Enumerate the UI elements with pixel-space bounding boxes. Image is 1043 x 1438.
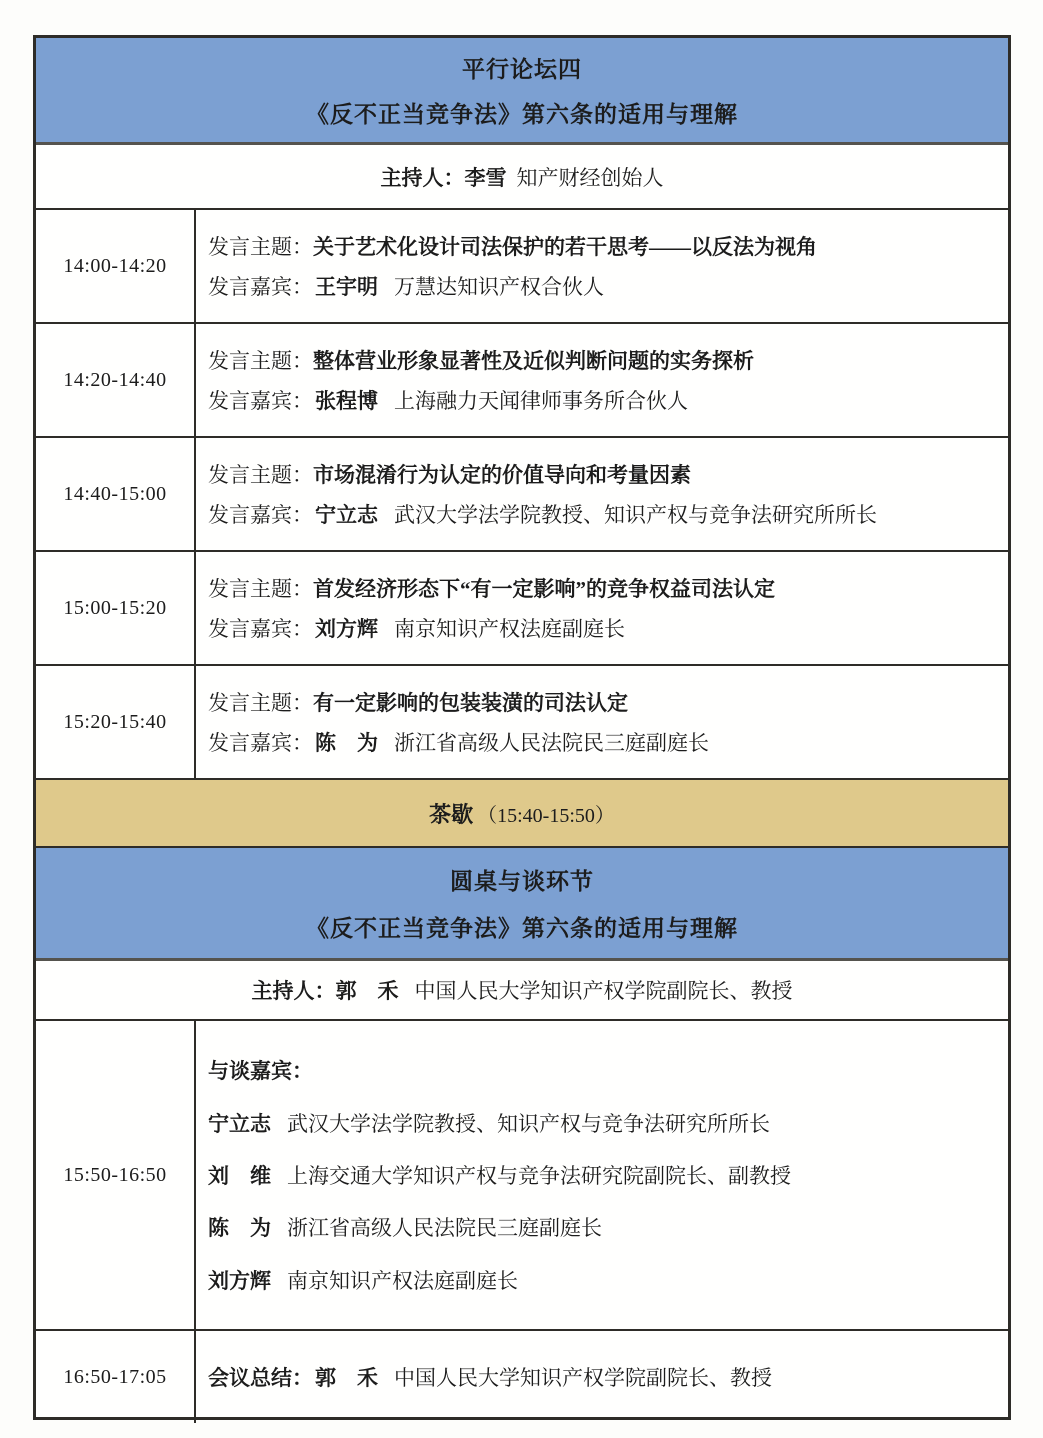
forum-moderator-row: [36, 145, 1008, 210]
forum-header: [36, 38, 1008, 145]
session-time: 14:40-15:00: [36, 438, 196, 550]
session-topic-line: [208, 687, 998, 717]
moderator-name: 郭 禾: [335, 979, 399, 1003]
closing-line: [208, 1362, 998, 1392]
session-time: 14:00-14:20: [36, 210, 196, 322]
moderator-name: 李雪: [464, 165, 507, 190]
speaker-label: 发言嘉宾：: [208, 616, 313, 641]
panelist-affiliation: 浙江省高级人民法院民三庭副庭长: [287, 1216, 602, 1241]
panel-label: 与谈嘉宾：: [208, 1059, 313, 1084]
panelist-affiliation: 南京知识产权法庭副庭长: [287, 1268, 518, 1293]
roundtable-subtitle: 《反不正当竞争法》第六条的适用与理解: [306, 916, 738, 942]
forum-title: 平行论坛四: [462, 56, 582, 82]
closing-row: [36, 1331, 1008, 1423]
panelist-name: 刘 维: [208, 1163, 271, 1188]
speaker-name: 刘方辉: [315, 616, 378, 641]
speaker-name: 张程博: [315, 388, 378, 413]
session-content: [196, 210, 1008, 322]
session-content: [196, 324, 1008, 436]
moderator-label: 主持人：: [380, 165, 465, 190]
topic-text: 整体营业形象显著性及近似判断问题的实务探析: [313, 349, 754, 374]
moderator-label: 主持人：: [251, 979, 336, 1003]
speaker-affiliation: 武汉大学法学院教授、知识产权与竞争法研究所所长: [394, 502, 877, 527]
topic-label: 发言主题：: [208, 691, 313, 716]
topic-label: 发言主题：: [208, 463, 313, 488]
tea-break-time: （15:40-15:50）: [477, 804, 615, 827]
speaker-label: 发言嘉宾：: [208, 730, 313, 755]
closing-time: 16:50-17:05: [36, 1331, 196, 1423]
forum-subtitle: 《反不正当竞争法》第六条的适用与理解: [306, 102, 738, 128]
session-time: 15:00-15:20: [36, 552, 196, 664]
session-row: [36, 438, 1008, 552]
session-topic-line: [208, 573, 998, 603]
session-row: [36, 210, 1008, 324]
roundtable-title: 圆桌与谈环节: [450, 868, 594, 894]
panelist-line: [208, 1265, 998, 1295]
panelist-name: 陈 为: [208, 1216, 271, 1241]
moderator-affiliation: 知产财经创始人: [516, 165, 664, 190]
speaker-name: 陈 为: [315, 730, 378, 755]
panelist-line: [208, 1160, 998, 1190]
speaker-name: 王宇明: [315, 274, 378, 299]
session-row: [36, 324, 1008, 438]
roundtable-row: [36, 1021, 1008, 1331]
speaker-affiliation: 万慧达知识产权合伙人: [394, 274, 604, 299]
speaker-label: 发言嘉宾：: [208, 274, 313, 299]
session-time: 15:20-15:40: [36, 666, 196, 778]
speaker-label: 发言嘉宾：: [208, 502, 313, 527]
panelist-name: 刘方辉: [208, 1268, 271, 1293]
panelist-affiliation: 上海交通大学知识产权与竞争法研究院副院长、副教授: [287, 1163, 791, 1188]
topic-text: 首发经济形态下“有一定影响”的竞争权益司法认定: [313, 577, 775, 602]
session-speaker-line: [208, 385, 998, 415]
topic-text: 关于艺术化设计司法保护的若干思考——以反法为视角: [313, 235, 817, 260]
session-row: [36, 552, 1008, 666]
session-topic-line: [208, 231, 998, 261]
panelist-line: [208, 1108, 998, 1138]
moderator-affiliation: 中国人民大学知识产权学院副院长、教授: [414, 979, 793, 1003]
roundtable-moderator-row: [36, 961, 1008, 1021]
panelist-line: [208, 1212, 998, 1242]
session-speaker-line: [208, 613, 998, 643]
session-topic-line: [208, 345, 998, 375]
speaker-affiliation: 浙江省高级人民法院民三庭副庭长: [394, 730, 709, 755]
session-time: 14:20-14:40: [36, 324, 196, 436]
agenda-table: [33, 35, 1011, 1420]
closing-affiliation: 中国人民大学知识产权学院副院长、教授: [394, 1366, 772, 1390]
closing-name: 郭 禾: [315, 1366, 378, 1390]
closing-label: 会议总结：: [208, 1366, 313, 1390]
tea-break-row: [36, 780, 1008, 848]
session-content: [196, 666, 1008, 778]
speaker-label: 发言嘉宾：: [208, 388, 313, 413]
speaker-name: 宁立志: [315, 502, 378, 527]
speaker-affiliation: 南京知识产权法庭副庭长: [394, 616, 625, 641]
session-speaker-line: [208, 727, 998, 757]
panelist-name: 宁立志: [208, 1111, 271, 1136]
roundtable-time: 15:50-16:50: [36, 1021, 196, 1329]
roundtable-content: [196, 1021, 1008, 1329]
topic-label: 发言主题：: [208, 577, 313, 602]
topic-text: 市场混淆行为认定的价值导向和考量因素: [313, 463, 691, 488]
session-row: [36, 666, 1008, 780]
panelist-affiliation: 武汉大学法学院教授、知识产权与竞争法研究所所长: [287, 1111, 770, 1136]
session-speaker-line: [208, 499, 998, 529]
session-topic-line: [208, 459, 998, 489]
topic-label: 发言主题：: [208, 235, 313, 260]
topic-label: 发言主题：: [208, 349, 313, 374]
topic-text: 有一定影响的包装装潢的司法认定: [313, 691, 628, 716]
roundtable-header: [36, 848, 1008, 961]
closing-content: [196, 1331, 1008, 1423]
tea-break-label: 茶歇: [429, 801, 474, 827]
session-content: [196, 438, 1008, 550]
session-speaker-line: [208, 271, 998, 301]
session-content: [196, 552, 1008, 664]
speaker-affiliation: 上海融力天闻律师事务所合伙人: [394, 388, 688, 413]
